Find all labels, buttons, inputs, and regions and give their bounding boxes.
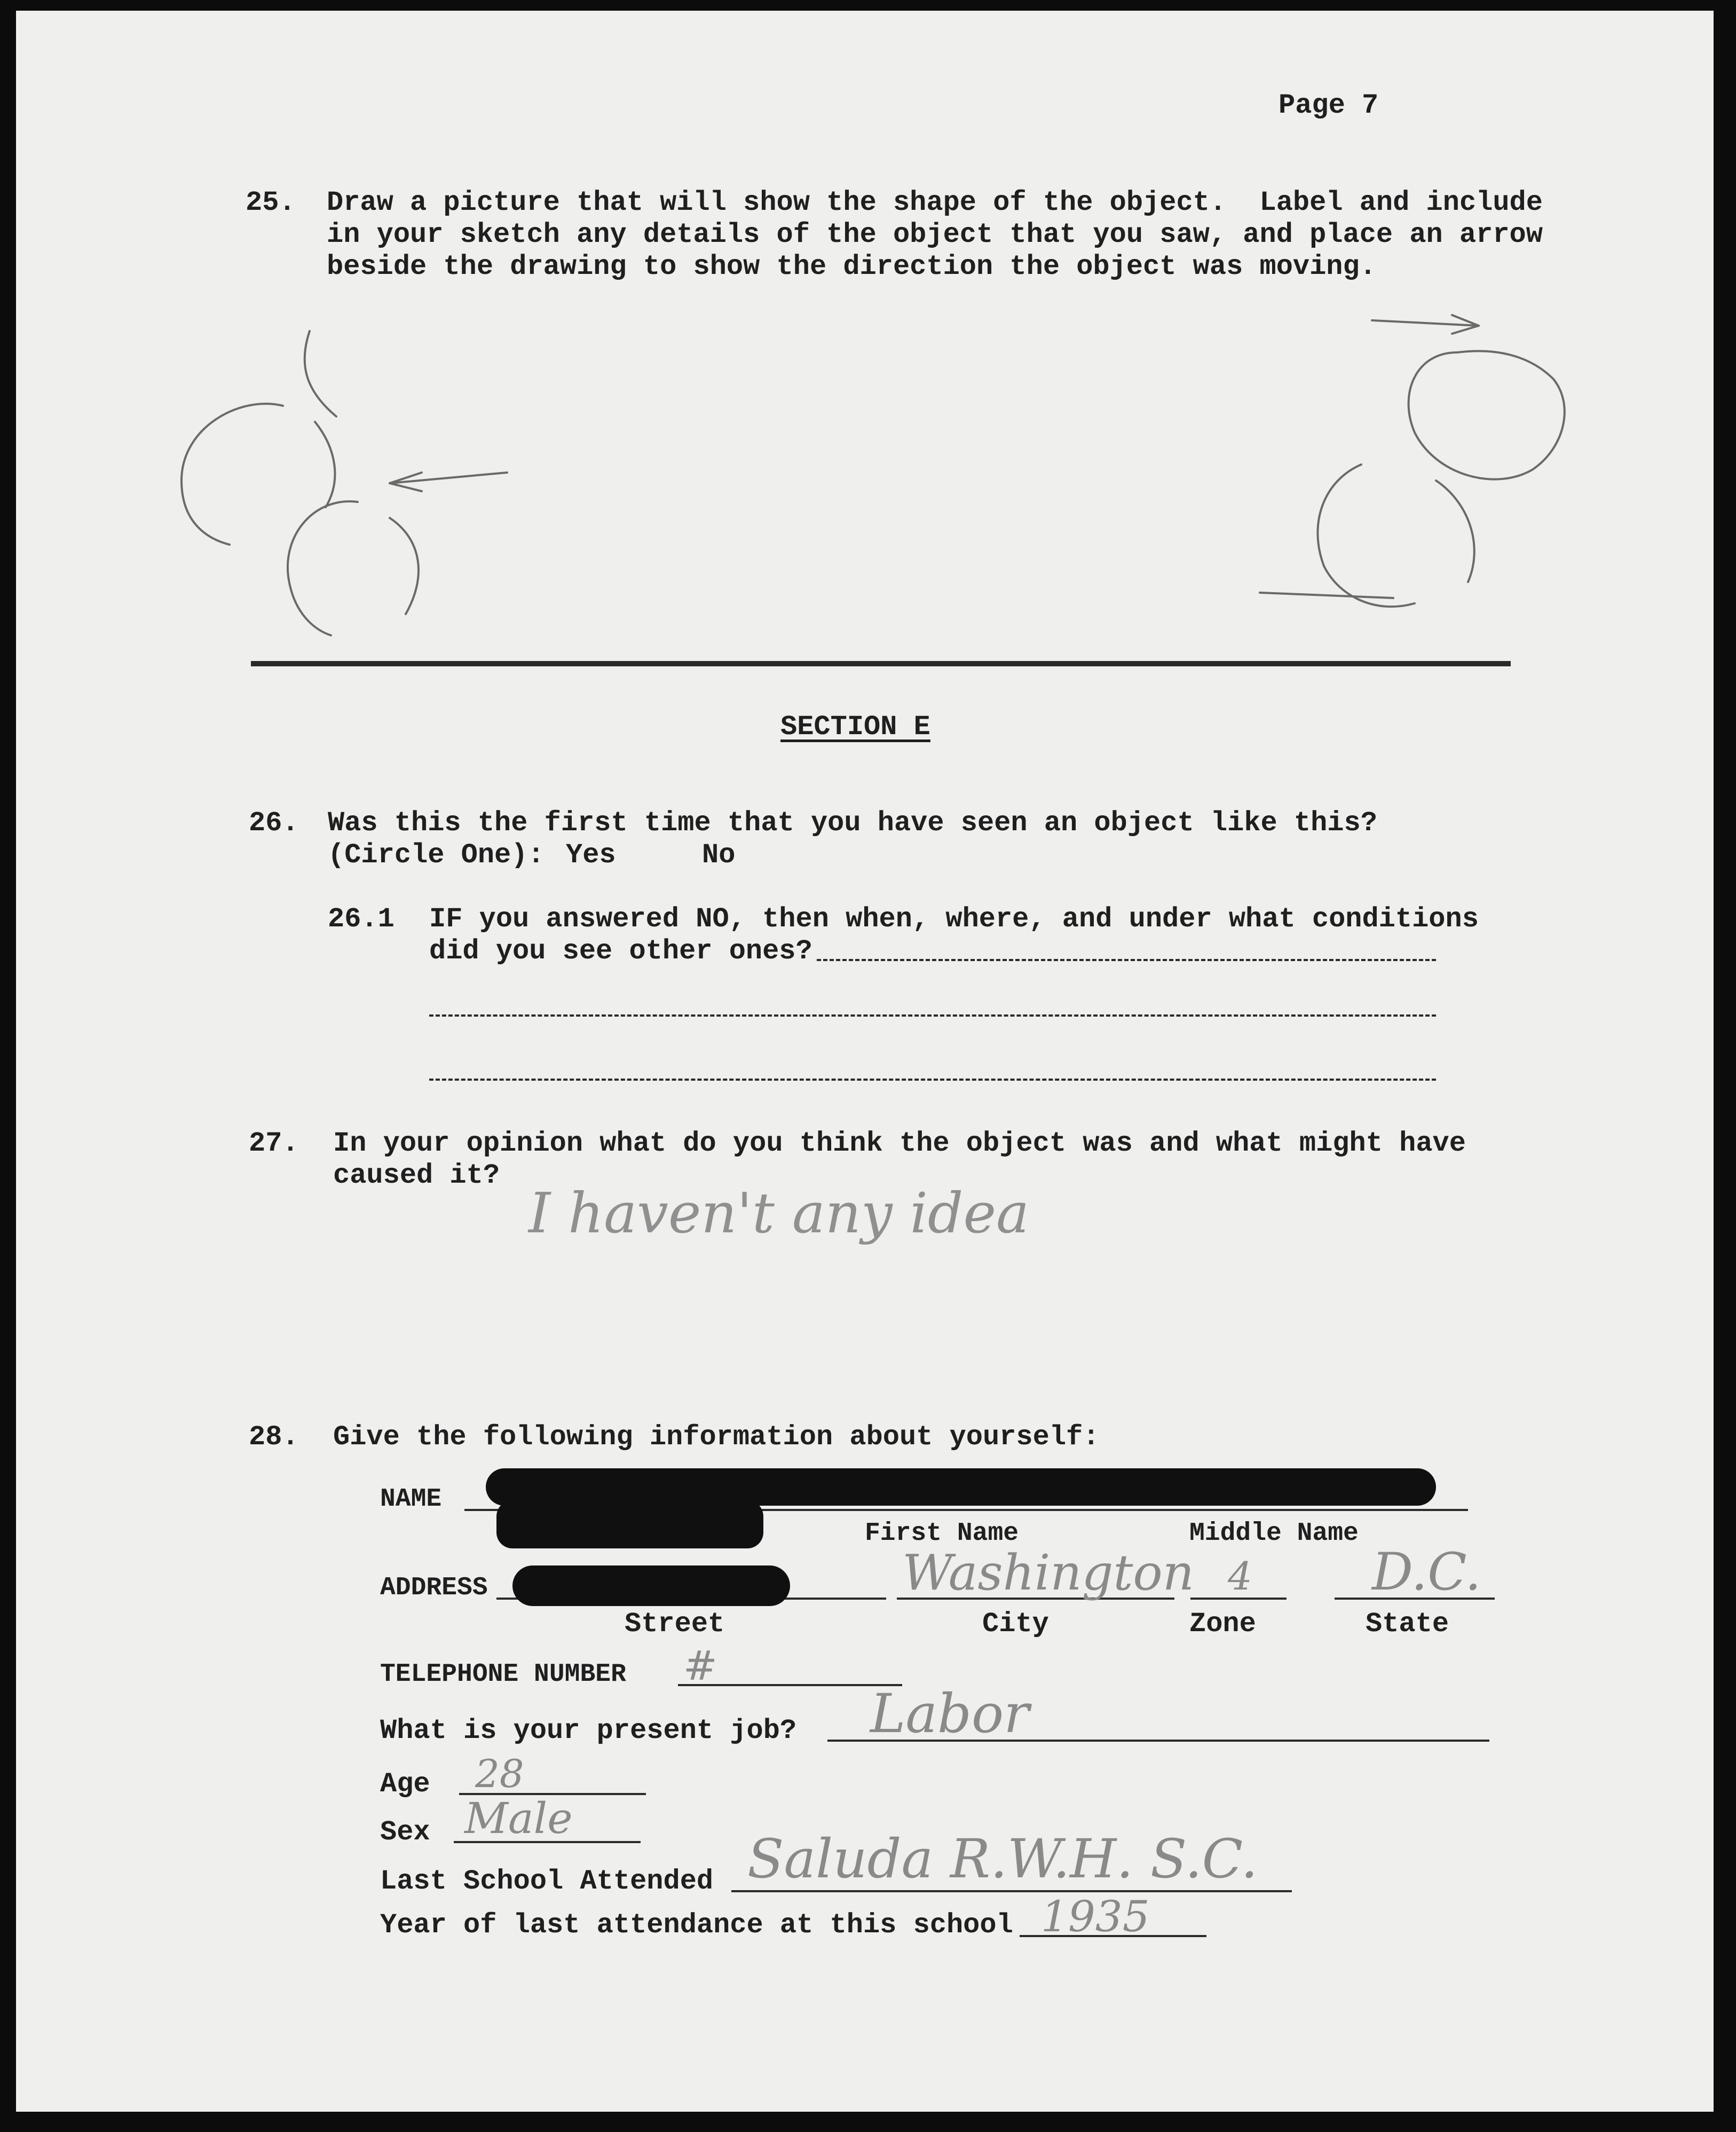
section-title: SECTION E (780, 711, 930, 743)
address-state-value: D.C. (1372, 1542, 1481, 1602)
right-arrow-shaft (1372, 320, 1479, 326)
age-value: 28 (475, 1751, 524, 1796)
year-label: Year of last attendance at this school (380, 1909, 1013, 1941)
q26-option-no[interactable]: No (702, 839, 736, 871)
q25-number: 25. (246, 187, 296, 218)
address-sub-state: State (1366, 1608, 1449, 1640)
scanned-form-page (16, 11, 1714, 2112)
q26-1-answer-line-3[interactable] (429, 1079, 1436, 1081)
name-redaction-2 (496, 1500, 763, 1548)
school-line[interactable] (731, 1890, 1292, 1892)
school-value: Saluda R.W.H. S.C. (747, 1828, 1258, 1890)
address-street-redaction (512, 1565, 790, 1606)
q25-line-2: in your sketch any details of the object that you saw, and place an arrow (327, 219, 1543, 250)
school-label: Last School Attended (380, 1866, 714, 1897)
sex-label: Sex (380, 1816, 430, 1848)
q27-number: 27. (249, 1128, 299, 1159)
job-label: What is your present job? (380, 1715, 797, 1746)
left-circle-2 (288, 501, 358, 635)
q27-answer: I haven't any idea (528, 1181, 1030, 1246)
q27-line-2: caused it? (333, 1160, 500, 1191)
sex-value: Male (464, 1793, 573, 1843)
right-circle-2 (1317, 465, 1415, 607)
page-label: Page 7 (1279, 90, 1379, 121)
address-city-value: Washington (902, 1544, 1195, 1601)
telephone-value: # (683, 1642, 717, 1689)
q26-1-answer-line-2[interactable] (429, 1014, 1436, 1017)
q26-1-number: 26.1 (328, 903, 394, 935)
right-circle-1 (1409, 351, 1565, 479)
name-label: NAME (380, 1485, 442, 1514)
address-sub-zone: Zone (1189, 1608, 1256, 1640)
telephone-label: TELEPHONE NUMBER (380, 1660, 626, 1689)
name-sub-first: First Name (865, 1519, 1019, 1548)
name-sub-middle: Middle Name (1189, 1519, 1359, 1548)
q25-line-3: beside the drawing to show the direction the object was moving. (327, 251, 1376, 282)
q28-number: 28. (249, 1421, 299, 1453)
q28-intro: Give the following information about yourself: (333, 1421, 1100, 1453)
left-arc-top (305, 331, 336, 416)
address-zone-value: 4 (1228, 1554, 1252, 1599)
q26-option-yes[interactable]: Yes (566, 839, 616, 871)
job-value: Labor (870, 1682, 1030, 1745)
address-sub-street: Street (625, 1608, 725, 1640)
address-label: ADDRESS (380, 1574, 488, 1602)
right-circle-2-right (1436, 481, 1474, 582)
right-arrow-lower (1260, 593, 1393, 598)
q25-line-1: Draw a picture that will show the shape of the object. Label and include (327, 187, 1543, 218)
object-sketch (16, 11, 1714, 2112)
left-circle-1-right (315, 422, 335, 507)
left-circle-1 (182, 404, 283, 545)
q27-line-1: In your opinion what do you think the object was and what might have (333, 1128, 1466, 1159)
q26-1-line-1: IF you answered NO, then when, where, and under what conditions (429, 903, 1479, 935)
q26-number: 26. (249, 807, 299, 839)
q26-line-1: Was this the first time that you have seen an object like this? (328, 807, 1377, 839)
year-value: 1935 (1041, 1892, 1150, 1941)
address-sub-city: City (982, 1608, 1049, 1640)
q26-1-line-2: did you see other ones? (429, 935, 812, 967)
q26-circle-one-label: (Circle One): (328, 839, 545, 871)
q26-1-answer-line-1[interactable] (817, 959, 1436, 961)
left-circle-2-right (390, 518, 419, 614)
section-separator (251, 661, 1511, 666)
age-label: Age (380, 1768, 430, 1800)
